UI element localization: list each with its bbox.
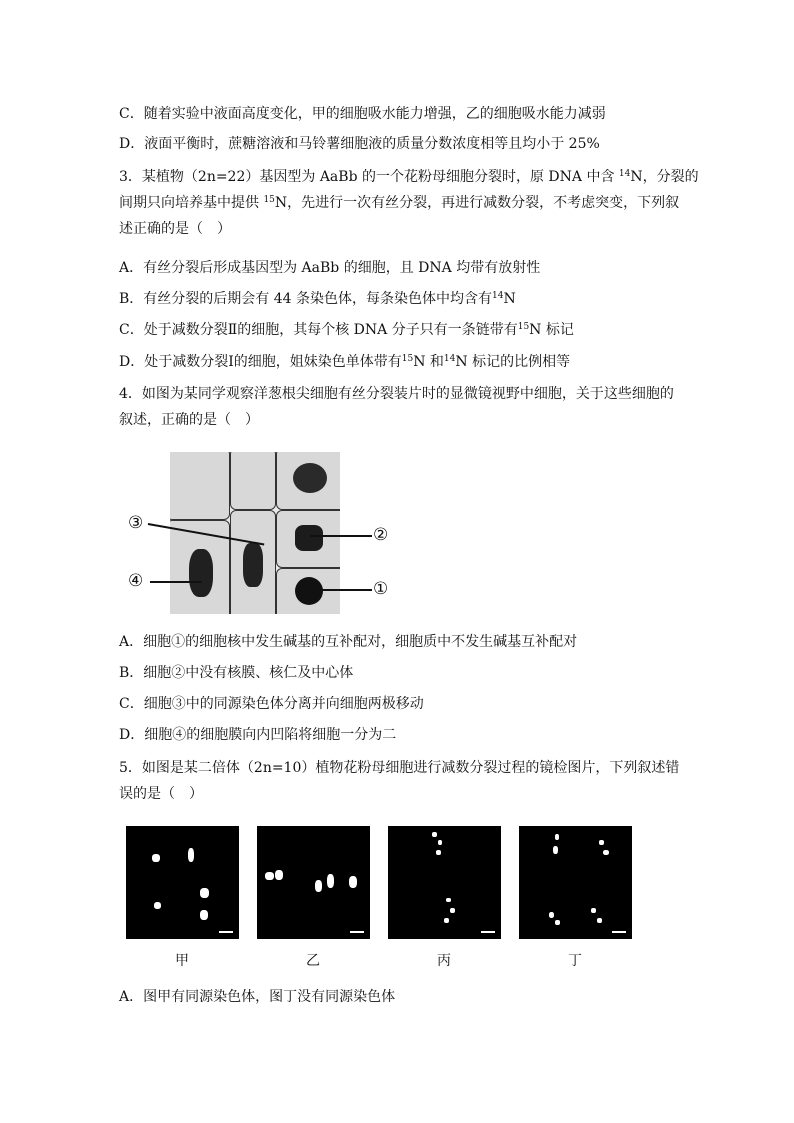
question-3-line-3: 述正确的是（ ） bbox=[119, 221, 231, 237]
question-4-line-1: 4．如图为某同学观察洋葱根尖细胞有丝分裂装片时的显微镜视野中细胞，关于这些细胞的 bbox=[119, 386, 674, 402]
option-c-q3: C．处于减数分裂Ⅱ的细胞，其每个核 DNA 分子只有一条链带有$^{15}$N 标记 bbox=[119, 322, 574, 338]
label-cell-3: ③ bbox=[128, 513, 144, 533]
option-a-q4: A．细胞①的细胞核中发生碱基的互补配对，细胞质中不发生碱基互补配对 bbox=[119, 634, 578, 650]
panel-bing bbox=[388, 826, 501, 939]
cell bbox=[276, 452, 340, 510]
option-b-q3: B．有丝分裂的后期会有 44 条染色体，每条染色体中均含有$^{14}$N bbox=[119, 291, 516, 307]
option-d-q2: D．液面平衡时，蔗糖溶液和马铃薯细胞液的质量分数浓度相等且均小于 25% bbox=[119, 136, 600, 152]
option-b-q4: B．细胞②中没有核膜、核仁及中心体 bbox=[119, 665, 354, 681]
cell bbox=[230, 510, 276, 614]
label-cell-2: ② bbox=[373, 525, 389, 545]
option-a-q3: A．有丝分裂后形成基因型为 AaBb 的细胞，且 DNA 均带有放射性 bbox=[119, 260, 541, 276]
option-d-q3: D．处于减数分裂Ⅰ的细胞，姐妹染色单体带有$^{15}$N 和$^{14}$N 标记的比例相等 bbox=[119, 354, 571, 370]
leader-line-1 bbox=[318, 589, 372, 591]
panel-jia bbox=[126, 826, 239, 939]
option-c-q4: C．细胞③中的同源染色体分离并向细胞两极移动 bbox=[119, 696, 424, 712]
option-c-q2: C．随着实验中液面高度变化，甲的细胞吸水能力增强，乙的细胞吸水能力减弱 bbox=[119, 106, 606, 122]
cell bbox=[230, 452, 276, 510]
cell bbox=[170, 452, 230, 520]
leader-line-2 bbox=[310, 535, 372, 537]
question-4-line-2: 叙述，正确的是（ ） bbox=[119, 412, 259, 428]
label-cell-1: ① bbox=[373, 579, 389, 599]
label-cell-4: ④ bbox=[128, 571, 144, 591]
caption-bing: 丙 bbox=[437, 953, 451, 969]
caption-ding: 丁 bbox=[568, 953, 582, 969]
option-a-q5: A．图甲有同源染色体，图丁没有同源染色体 bbox=[119, 989, 396, 1005]
question-5-line-1: 5．如图是某二倍体（2n=10）植物花粉母细胞进行减数分裂过程的镜检图片，下列叙述错 bbox=[119, 760, 680, 776]
option-d-q4: D．细胞④的细胞膜向内凹陷将细胞一分为二 bbox=[119, 727, 397, 743]
cell bbox=[276, 568, 340, 614]
question-5-line-2: 误的是（ ） bbox=[119, 786, 203, 802]
caption-jia: 甲 bbox=[175, 953, 189, 969]
cell bbox=[170, 520, 230, 614]
question-3-line-1: 3．某植物（2n=22）基因型为 AaBb 的一个花粉母细胞分裂时，原 DNA 中含 $^{14}$N，分裂的 bbox=[119, 169, 699, 185]
panel-yi bbox=[257, 826, 370, 939]
panel-ding bbox=[519, 826, 632, 939]
leader-line-4 bbox=[150, 581, 202, 583]
question-3-line-2: 间期只向培养基中提供 $^{15}$N，先进行一次有丝分裂，再进行减数分裂，不考虑突变，下列叙 bbox=[119, 195, 680, 211]
cell bbox=[276, 510, 340, 568]
caption-yi: 乙 bbox=[306, 953, 320, 969]
